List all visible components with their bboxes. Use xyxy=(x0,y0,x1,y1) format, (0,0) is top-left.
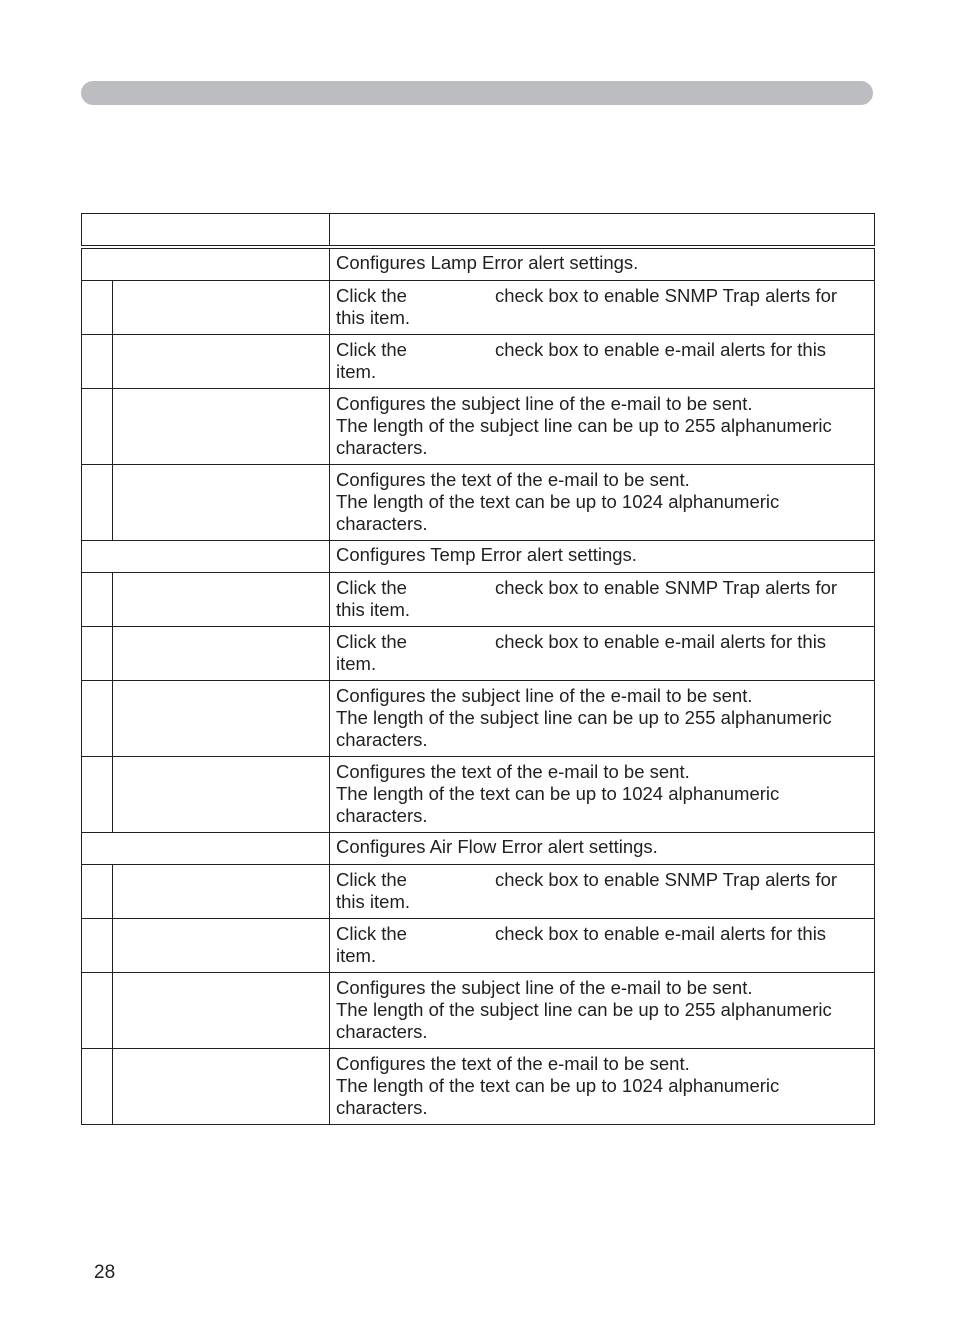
table-row xyxy=(81,919,875,973)
table-group xyxy=(81,249,875,541)
table-row xyxy=(81,1049,875,1124)
description-cell: Configures the text of the e-mail to be sent. The length of the text can be up to 1024 alphanumeric characters. xyxy=(330,1049,875,1124)
item-cell xyxy=(113,865,330,918)
table-row xyxy=(81,833,875,865)
item-cell xyxy=(81,249,330,280)
settings-table xyxy=(81,213,875,1125)
item-cell xyxy=(81,833,330,864)
group-summary: Configures Air Flow Error alert settings. xyxy=(330,833,875,864)
table-row xyxy=(81,973,875,1049)
item-cell xyxy=(113,335,330,388)
item-cell xyxy=(113,757,330,832)
description-cell: Click the check box to enable SNMP Trap alerts for this item. xyxy=(330,573,875,626)
table-row xyxy=(81,281,875,335)
item-cell xyxy=(113,1049,330,1124)
table-row xyxy=(81,681,875,757)
table-header-item xyxy=(81,214,330,245)
table-header-row xyxy=(81,214,875,249)
item-cell xyxy=(113,627,330,680)
item-cell xyxy=(113,389,330,464)
description-cell: Click the check box to enable SNMP Trap alerts for this item. xyxy=(330,281,875,334)
description-cell: Click the check box to enable e-mail alerts for this item. xyxy=(330,919,875,972)
table-row xyxy=(81,335,875,389)
item-cell xyxy=(113,919,330,972)
description-cell: Configures the subject line of the e-mail to be sent. The length of the subject line can be up to 255 alphanumeric characters. xyxy=(330,681,875,756)
item-cell xyxy=(113,573,330,626)
description-cell: Configures the subject line of the e-mail to be sent. The length of the subject line can be up to 255 alphanumeric characters. xyxy=(330,389,875,464)
table-row xyxy=(81,541,875,573)
table-row xyxy=(81,573,875,627)
item-cell xyxy=(113,973,330,1048)
item-cell xyxy=(113,681,330,756)
item-cell xyxy=(113,465,330,540)
item-cell xyxy=(81,541,330,572)
table-row xyxy=(81,249,875,281)
table-row xyxy=(81,865,875,919)
page-number: 28 xyxy=(94,1262,116,1283)
section-header-bar xyxy=(81,81,873,105)
group-summary: Configures Lamp Error alert settings. xyxy=(330,249,875,280)
table-group xyxy=(81,833,875,1124)
group-summary: Configures Temp Error alert settings. xyxy=(330,541,875,572)
description-cell: Configures the subject line of the e-mail to be sent. The length of the subject line can be up to 255 alphanumeric characters. xyxy=(330,973,875,1048)
table-row xyxy=(81,389,875,465)
description-cell: Click the check box to enable SNMP Trap alerts for this item. xyxy=(330,865,875,918)
item-cell xyxy=(113,281,330,334)
table-row xyxy=(81,757,875,833)
table-row xyxy=(81,627,875,681)
table-header-description xyxy=(330,214,875,245)
table-group xyxy=(81,541,875,833)
description-cell: Configures the text of the e-mail to be sent. The length of the text can be up to 1024 alphanumeric characters. xyxy=(330,757,875,832)
table-row xyxy=(81,465,875,541)
description-cell: Configures the text of the e-mail to be sent. The length of the text can be up to 1024 alphanumeric characters. xyxy=(330,465,875,540)
description-cell: Click the check box to enable e-mail alerts for this item. xyxy=(330,335,875,388)
description-cell: Click the check box to enable e-mail alerts for this item. xyxy=(330,627,875,680)
